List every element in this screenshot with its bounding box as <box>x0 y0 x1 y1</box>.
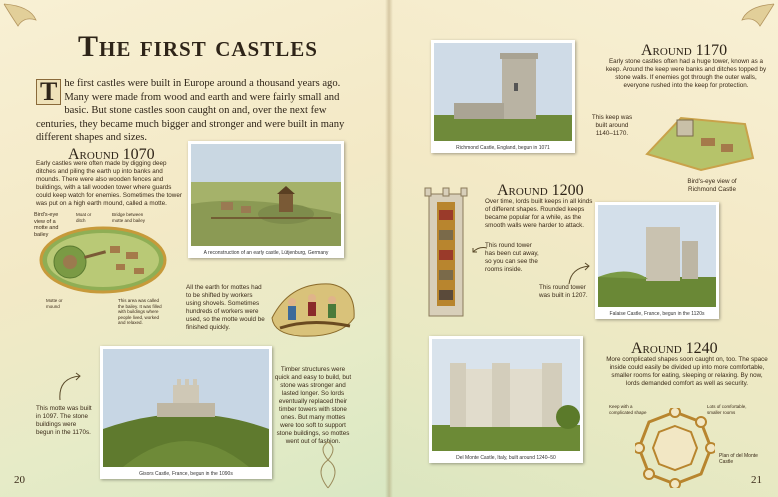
heading-around-1240: Around 1240 <box>631 340 718 357</box>
label-bailey: This area was called the bailey. It was filled with buildings where people lived, worked and relaxed. <box>118 298 162 325</box>
right-page <box>389 0 778 497</box>
intro-dropcap: T <box>36 79 61 105</box>
caption-richmond: Richmond Castle, England, begun in 1071 <box>456 145 550 151</box>
caption-del-monte: Del Monte Castle, Italy, built around 1240–50 <box>456 455 556 461</box>
page-title: The first castles <box>78 30 318 63</box>
heading-around-1200: Around 1200 <box>497 182 584 199</box>
corner-flourish-icon <box>0 0 50 50</box>
text-keep-note: This keep was built around 1140–1170. <box>591 114 633 137</box>
falaise-image <box>598 205 716 307</box>
label-birds-eye: Bird's-eye view of a motte and bailey <box>34 212 59 238</box>
book-gutter <box>385 0 393 497</box>
text-1170: Early stone castles often had a huge tower, known as a keep. Around the keep were banks and ditches topped by stone walls. If enemies got through the outer walls, everyone rushed into the keep for protection. <box>605 58 767 89</box>
label-motte: Motte or mound <box>46 298 63 309</box>
caption-falaise: Falaise Castle, France, begun in the 1120s <box>609 311 705 317</box>
arrow-left-icon <box>471 244 489 258</box>
curved-arrow-right-icon <box>567 262 591 286</box>
photo-del-monte <box>429 336 583 463</box>
label-bridge: Bridge between motte and bailey <box>112 212 146 223</box>
photo-reconstruction <box>188 141 344 258</box>
caption-gisors: Gisors Castle, France, begun in the 1090s <box>139 471 233 477</box>
gisors-image <box>103 349 269 467</box>
richmond-birdseye-diagram <box>641 104 759 176</box>
label-plan-keep: Keep with a complicated shape <box>609 404 647 415</box>
text-round-built: This round tower was built in 1207. <box>539 284 588 299</box>
motte-bailey-diagram <box>38 224 168 296</box>
del-monte-image <box>432 339 580 451</box>
curved-arrow-icon <box>54 372 84 402</box>
text-1070: Early castles were often made by digging deep ditches and piling the earth up into banks and mounds. There were also wooden fences and buildings, with a tall wooden tower where guards could keep watch for enemies. Sometimes the tower was put on a high earth mound, called a motte. <box>36 160 182 207</box>
text-shovels: All the earth for mottes had to be shifted by workers using shovels. Sometimes hundreds of workers were used, so the motte would be finished quickly. <box>186 284 265 331</box>
reconstruction-image <box>191 144 341 246</box>
label-moat: Moat or ditch <box>76 212 92 223</box>
del-monte-plan-diagram <box>635 408 715 488</box>
heading-around-1170: Around 1170 <box>641 42 728 59</box>
intro-paragraph <box>36 77 356 145</box>
workers-illustration <box>270 278 356 340</box>
page-number-left: 20 <box>14 474 25 486</box>
photo-richmond <box>431 40 575 153</box>
text-timber: Timber structures were quick and easy to build, but stone was stronger and lasted longer. So lords eventually replaced their timber towers with stone ones. But many mottes were too soft to support stone buildings, so mottes went out of fashion. <box>274 366 352 445</box>
text-1240: More complicated shapes soon caught on, too. The space inside could easily be divided up into more comfortable, smaller rooms for eating, sleeping or relaxing. By now, lords demanded comfort as well as security. <box>606 356 768 387</box>
text-motte-note: This motte was built in 1097. The stone buildings were begun in the 1170s. <box>36 405 92 436</box>
heading-around-1070: Around 1070 <box>68 146 155 163</box>
round-tower-cutaway <box>421 186 471 320</box>
text-round-cut: This round tower has been cut away, so you can see the rooms inside. <box>485 242 539 273</box>
text-1200: Over time, lords built keeps in all kinds of different shapes. Rounded keeps became popular for a while, as the smooth walls were harder to attack. <box>485 198 593 229</box>
caption-reconstruction: A reconstruction of an early castle, Lütjenburg, Germany <box>203 250 329 256</box>
photo-gisors <box>100 346 272 479</box>
corner-flourish-right-icon <box>728 0 778 50</box>
label-richmond-birdseye: Bird's-eye view of Richmond Castle <box>687 178 737 193</box>
photo-falaise <box>595 202 719 319</box>
label-plan-del-monte: Plan of del Monte Castle <box>719 453 758 465</box>
intro-text: he first castles were built in Europe around a thousand years ago. Many were made from wood and earth and were fairly small and basic. But stone castles soon caught on and, over the next few centuries, they became much bigger and stronger and were built in many different shapes and sizes. <box>36 78 345 143</box>
page-number-right: 21 <box>751 474 762 486</box>
ornament-flourish-icon <box>308 440 348 490</box>
label-plan-rooms: Lots of comfortable, smaller rooms <box>707 404 747 415</box>
richmond-image <box>434 43 572 141</box>
